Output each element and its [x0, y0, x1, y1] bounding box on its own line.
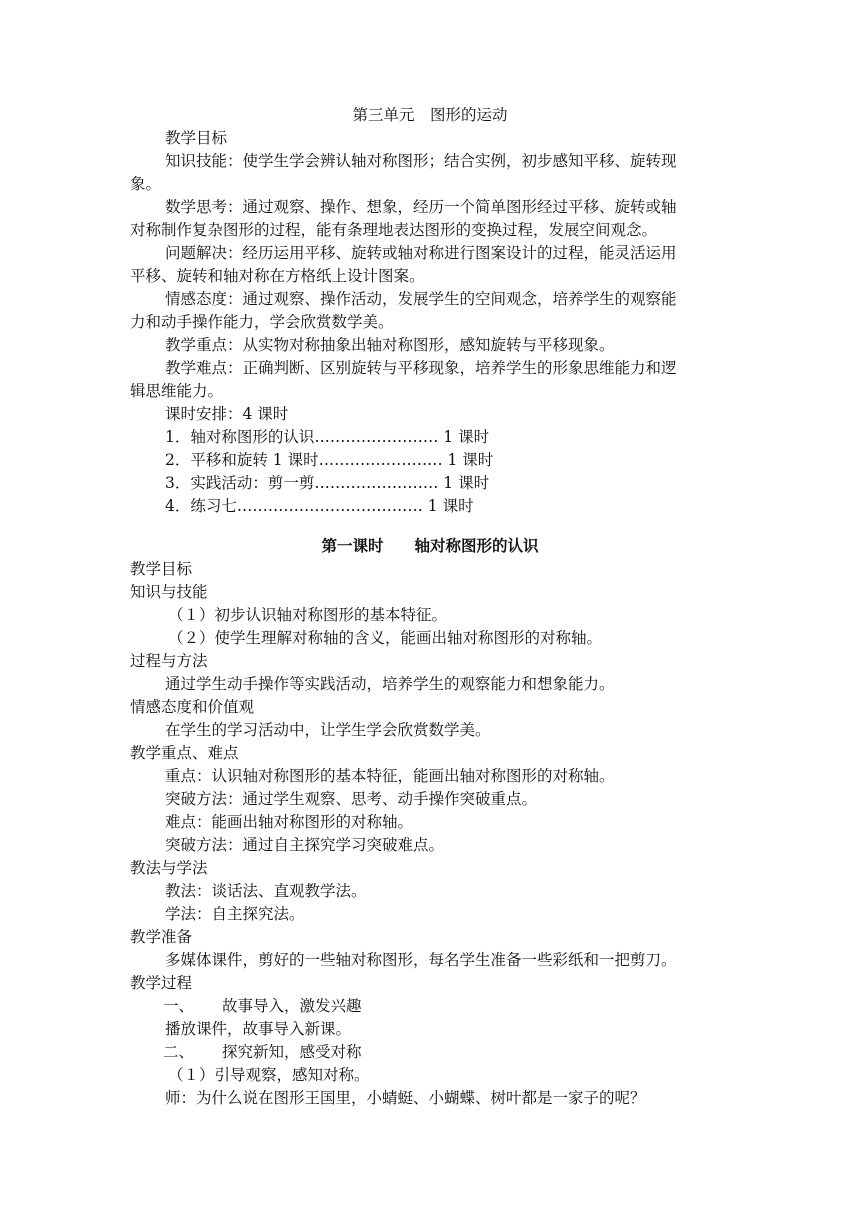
- difficulty-line-2: 辑思维能力。: [130, 382, 224, 400]
- hard-method: 突破方法：通过自主探究学习突破难点。: [165, 836, 445, 854]
- teach-method: 教法：谈话法、直观教学法。: [165, 882, 367, 900]
- lesson1-title: 第一课时 轴对称图形的认识: [321, 536, 539, 555]
- key-method: 突破方法：通过学生观察、思考、动手操作突破重点。: [165, 790, 538, 808]
- thinking-line-2: 对称制作复杂图形的过程，能有条理地表达图形的变换过程，发展空间观念。: [130, 221, 658, 239]
- step1-number: 一、: [163, 997, 195, 1015]
- keys-heading: 教学重点、难点: [130, 744, 239, 762]
- attitude-line-2: 力和动手操作能力，学会欣赏数学美。: [130, 313, 394, 331]
- step1-detail: 播放课件，故事导入新课。: [165, 1020, 352, 1038]
- process-text: 通过学生动手操作等实践活动，培养学生的观察能力和想象能力。: [165, 675, 615, 693]
- step2-title: 探究新知，感受对称: [222, 1043, 362, 1061]
- lesson1-goals-heading: 教学目标: [130, 560, 193, 578]
- knowledge-heading: 知识与技能: [130, 583, 208, 601]
- methods-heading: 教法与学法: [130, 859, 208, 877]
- unit-title: 第三单元 图形的运动: [352, 106, 508, 124]
- sub-step-1: （１）引导观察，感知对称。: [168, 1066, 370, 1084]
- problem-line-2: 平移、旋转和轴对称在方格纸上设计图案。: [130, 267, 425, 285]
- knowledge-line-2: 象。: [130, 175, 162, 193]
- problem-line-1: 问题解决：经历运用平移、旋转或轴对称进行图案设计的过程，能灵活运用: [165, 244, 677, 262]
- thinking-line-1: 数学思考：通过观察、操作、想象，经历一个简单图形经过平移、旋转或轴: [165, 198, 677, 216]
- difficulty-line-1: 教学难点：正确判断、区别旋转与平移现象，培养学生的形象思维能力和逻: [165, 359, 677, 377]
- process2-heading: 教学过程: [130, 974, 193, 992]
- unit-goals-heading: 教学目标: [165, 129, 228, 147]
- teacher-question: 师：为什么说在图形王国里，小蜻蜓、小蝴蝶、树叶都是一家子的呢？: [165, 1089, 646, 1107]
- knowledge-item-2: （２）使学生理解对称轴的含义，能画出轴对称图形的对称轴。: [168, 629, 603, 647]
- schedule: 课时安排：4 课时: [165, 405, 289, 423]
- lesson-list-item: 3．实践活动：剪一剪…………………… 1 课时: [165, 474, 490, 492]
- lesson-list-item: 1．轴对称图形的认识…………………… 1 课时: [165, 428, 490, 446]
- step1-title: 故事导入，激发兴趣: [222, 997, 362, 1015]
- hard-text: 难点：能画出轴对称图形的对称轴。: [165, 813, 414, 831]
- prep-heading: 教学准备: [130, 928, 193, 946]
- lesson-list-item: 4．练习七……………………………… 1 课时: [165, 497, 474, 515]
- process-heading: 过程与方法: [130, 652, 208, 670]
- knowledge-line-1: 知识技能：使学生学会辨认轴对称图形；结合实例，初步感知平移、旋转现: [165, 152, 677, 170]
- learn-method: 学法：自主探究法。: [165, 905, 305, 923]
- key-point: 教学重点：从实物对称抽象出轴对称图形，感知旋转与平移现象。: [165, 336, 615, 354]
- lesson-list-item: 2．平移和旋转 1 课时…………………… 1 课时: [165, 451, 494, 469]
- knowledge-item-1: （１）初步认识轴对称图形的基本特征。: [168, 606, 448, 624]
- emotion-text: 在学生的学习活动中，让学生学会欣赏数学美。: [165, 721, 491, 739]
- emotion-heading: 情感态度和价值观: [130, 698, 255, 716]
- attitude-line-1: 情感态度：通过观察、操作活动，发展学生的空间观念，培养学生的观察能: [165, 290, 677, 308]
- prep-text: 多媒体课件，剪好的一些轴对称图形，每名学生准备一些彩纸和一把剪刀。: [165, 951, 677, 969]
- step2-number: 二、: [163, 1043, 195, 1061]
- key-text: 重点：认识轴对称图形的基本特征，能画出轴对称图形的对称轴。: [165, 767, 615, 785]
